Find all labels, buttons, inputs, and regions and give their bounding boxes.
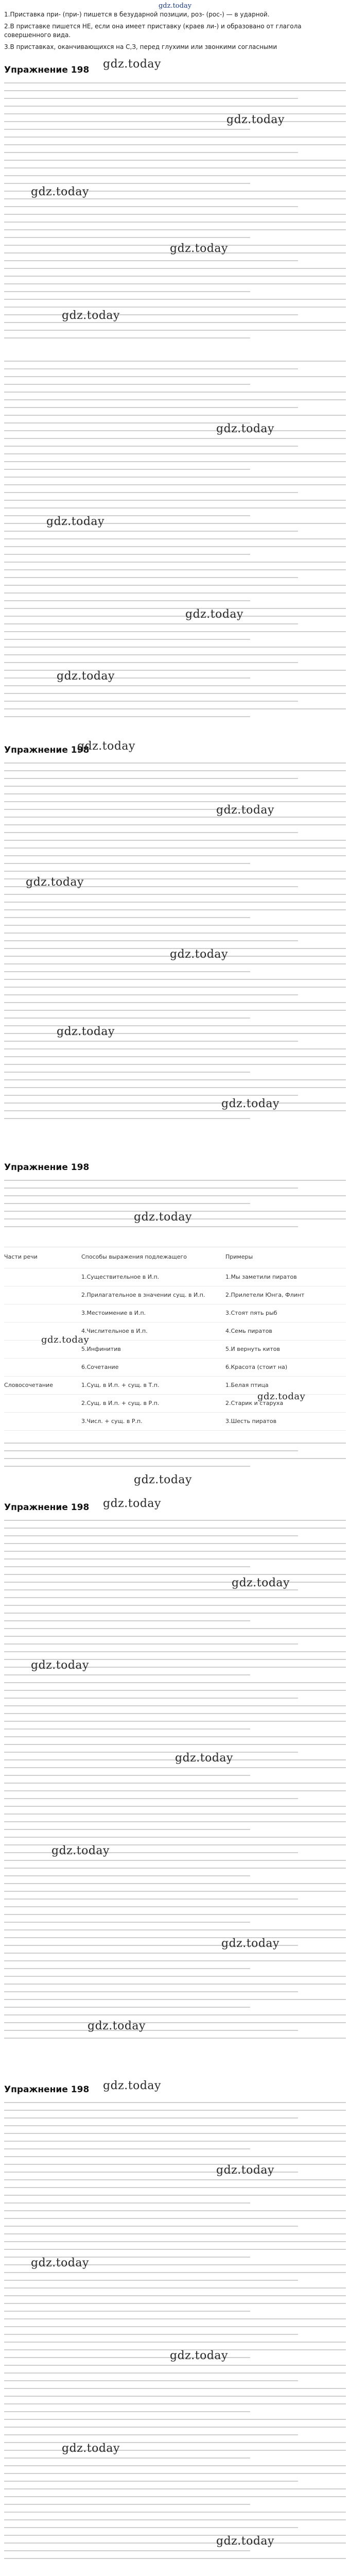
- watermark: gdz.today: [103, 58, 161, 71]
- section-5-text: [4, 2102, 346, 2576]
- table-cell: 5.Инфинитив: [81, 1346, 121, 1352]
- watermark: gdz.today: [77, 740, 135, 753]
- watermark: gdz.today: [216, 2164, 274, 2177]
- section-title-4: Упражнение 198: [4, 1502, 90, 1513]
- table-cell: 2.Сущ. в И.п. + сущ. в Р.п.: [81, 1400, 160, 1406]
- watermark: gdz.today: [170, 948, 228, 961]
- watermark: gdz.today: [62, 309, 120, 322]
- table-cell: 1.Белая птица: [225, 1382, 269, 1388]
- table-cell: 3.Шесть пиратов: [225, 1418, 277, 1425]
- table-row: [4, 1268, 346, 1286]
- table-header-examples: Примеры: [225, 1253, 253, 1260]
- table-header-row: [4, 1247, 346, 1268]
- watermark: gdz.today: [41, 1334, 90, 1345]
- table-row: [4, 1359, 346, 1377]
- watermark: gdz.today: [57, 670, 115, 683]
- table-cell: 1.Существительное в И.п.: [81, 1274, 160, 1280]
- watermark: gdz.today: [134, 1211, 192, 1224]
- table-cell: 2.Старик и старуха: [225, 1400, 284, 1406]
- watermark: gdz.today: [221, 1097, 279, 1110]
- table-cell: 3.Числ. + сущ. в Р.п.: [81, 1418, 143, 1425]
- table-header-part: Части речи: [4, 1253, 38, 1260]
- table-cell: 2.Прилагательное в значении сущ. в И.п.: [81, 1292, 205, 1298]
- watermark: gdz.today: [221, 1937, 279, 1950]
- intro-line-2: 2.В приставке пишется НЕ, если она имеет приставку (краев ли-) и образовано от глагола совершенного вида.: [4, 23, 302, 39]
- watermark: gdz.today: [62, 2442, 120, 2455]
- notes-text: [4, 361, 346, 732]
- watermark: gdz.today: [46, 515, 104, 528]
- watermark: gdz.today: [31, 2257, 89, 2269]
- table-row: [4, 1413, 346, 1431]
- intro-line-1: 1.Приставка при- (при-) пишется в безударной позиции, роз- (рос-) — в ударной.: [4, 11, 270, 18]
- watermark: gdz.today: [87, 2020, 146, 2032]
- watermark: gdz.today: [31, 1659, 89, 1672]
- section-title-1: Упражнение 198: [4, 65, 90, 75]
- intro-line-3: 3.В приставках, оканчивающихся на С,З, перед глухими или звонкими согласными: [4, 43, 277, 50]
- table-footer-label: Словосочетание: [4, 1382, 53, 1388]
- table-cell: 1.Сущ. в И.п. + сущ. в Т.п.: [81, 1382, 160, 1388]
- table-cell: 6.Сочетание: [81, 1364, 119, 1370]
- intro-block: [4, 10, 346, 55]
- watermark: gdz.today: [31, 185, 89, 198]
- section-1-text: [4, 82, 346, 350]
- watermark: gdz.today: [257, 1391, 306, 1402]
- section-3: [4, 1159, 346, 1177]
- watermark: gdz.today: [216, 2535, 274, 2548]
- watermark: gdz.today: [216, 804, 274, 817]
- table-cell: 3.Местоимение в И.п.: [81, 1310, 146, 1316]
- table-cell: 4.Семь пиратов: [225, 1328, 272, 1334]
- table-header-means: Способы выражения подлежащего: [81, 1253, 187, 1260]
- watermark: gdz.today: [26, 876, 84, 889]
- watermark: gdz.today: [103, 1497, 161, 1510]
- table-cell: 1.Мы заметили пиратов: [225, 1274, 297, 1280]
- watermark: gdz.today: [103, 2079, 161, 2092]
- watermark: gdz.today: [216, 422, 274, 435]
- section-5: [4, 2081, 346, 2099]
- table-row: [4, 1286, 346, 1304]
- watermark: gdz.today: [170, 2349, 228, 2362]
- table-cell: 2.Прилетели Юнга, Флинт: [225, 1292, 305, 1298]
- watermark: gdz.today: [51, 1844, 110, 1857]
- table-row: [4, 1304, 346, 1323]
- section-1: [4, 62, 346, 79]
- table-cell: 3.Стоят пять рыб: [225, 1310, 277, 1316]
- watermark: gdz.today: [232, 1577, 290, 1589]
- watermark: gdz.today: [170, 242, 228, 255]
- section-title-5: Упражнение 198: [4, 2084, 90, 2095]
- watermark: gdz.today: [185, 608, 243, 621]
- table-cell: 5.И вернуть китов: [225, 1346, 280, 1352]
- watermark: gdz.today: [175, 1752, 233, 1765]
- watermark: gdz.today: [57, 1025, 115, 1038]
- table-cell: 6.Красота (стоит на): [225, 1364, 288, 1370]
- section-title-2: Упражнение 198: [4, 745, 90, 755]
- table-cell: 4.Числительное в И.п.: [81, 1328, 148, 1334]
- section-2: [4, 742, 346, 759]
- top-watermark-link[interactable]: gdz.today: [158, 2, 192, 10]
- watermark: gdz.today: [226, 113, 285, 126]
- watermark: gdz.today: [134, 1473, 192, 1486]
- section-title-3: Упражнение 198: [4, 1162, 90, 1173]
- section-4: [4, 1499, 346, 1517]
- section-4-text: [4, 1520, 346, 2066]
